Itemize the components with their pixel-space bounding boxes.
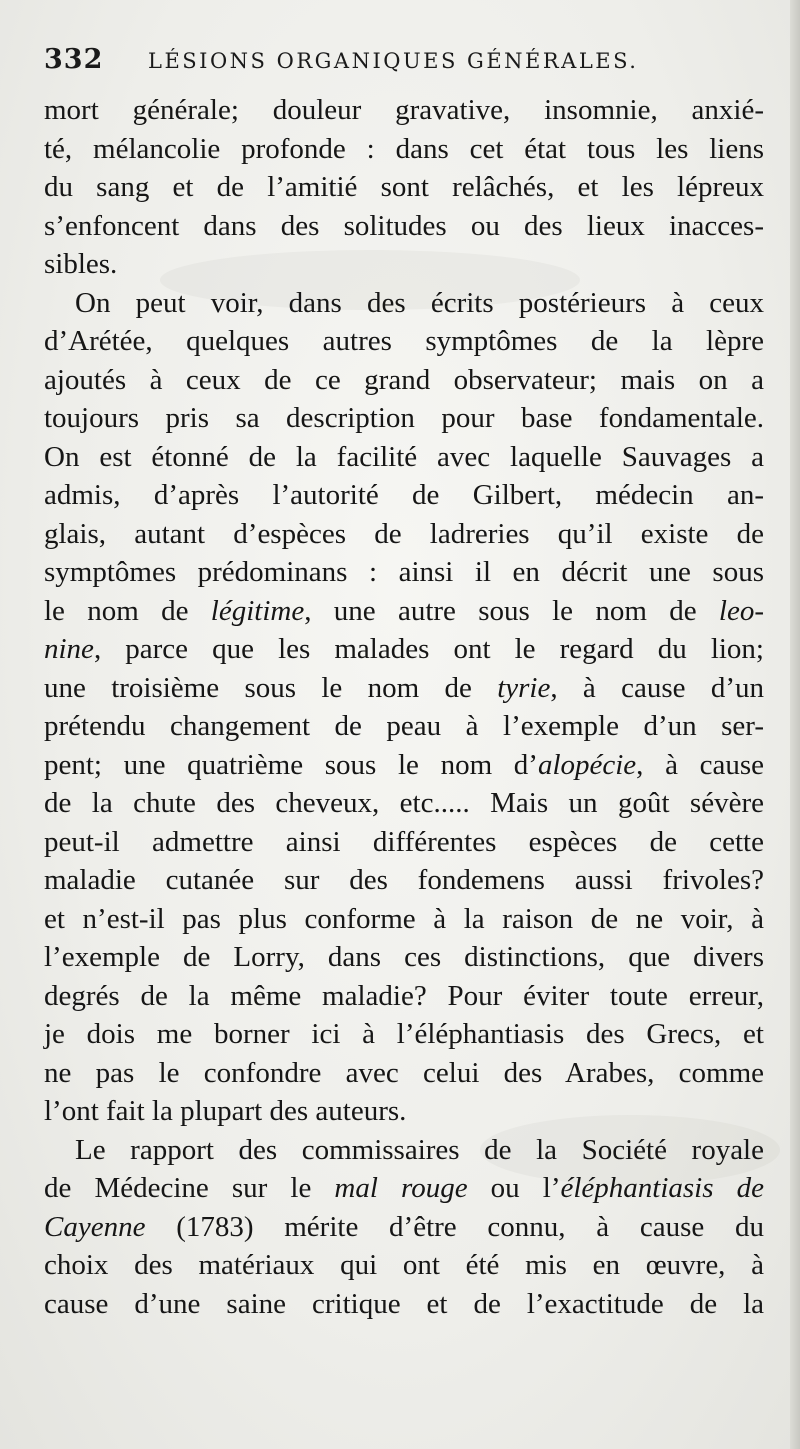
text-line: glais, autant d’espèces de ladreries qu’il existe de [44, 517, 764, 550]
text-line: une troisième sous le nom de tyrie, à cause d’un [44, 671, 765, 704]
page-number: 332 [44, 44, 104, 75]
page-header [44, 44, 764, 84]
text-line: cause d’une saine critique et de l’exactitude de la [44, 1287, 764, 1320]
text-line: l’ont fait la plupart des auteurs. [44, 1095, 407, 1127]
text-line: maladie cutanée sur des fondemens aussi frivoles? [44, 864, 764, 896]
text-line: peut-il admettre ainsi différentes espèces de cette [44, 825, 764, 858]
text-line: et n’est-il pas plus conforme à la raison de ne voir, à [44, 902, 764, 935]
text-line: toujours pris sa description pour base fondamentale. [44, 402, 764, 434]
text-line: de la chute des cheveux, etc..... Mais un goût sévère [44, 787, 764, 819]
text-line: degrés de la même maladie? Pour éviter toute erreur, [44, 979, 764, 1012]
text-line: Cayenne (1783) mérite d’être connu, à cause du [44, 1210, 764, 1243]
text-line: de Médecine sur le mal rouge ou l’éléphantiasis de [44, 1172, 764, 1204]
text-line: ajoutés à ceux de ce grand observateur; mais on a [44, 363, 764, 396]
text-line: l’exemple de Lorry, dans ces distinctions, que divers [44, 941, 764, 973]
text-line: ne pas le confondre avec celui des Arabes, comme [44, 1056, 764, 1089]
text-line: choix des matériaux qui ont été mis en œuvre, à [44, 1249, 764, 1281]
text-line: mort générale; douleur gravative, insomnie, anxié- [44, 94, 764, 126]
text-line: s’enfoncent dans des solitudes ou des lieux inacces- [44, 209, 764, 242]
text-line: je dois me borner ici à l’éléphantiasis des Grecs, et [44, 1018, 764, 1050]
text-line: symptômes prédominans : ainsi il en décrit une sous [44, 556, 764, 588]
text-line: admis, d’après l’autorité de Gilbert, médecin an- [44, 479, 764, 511]
running-head: LÉSIONS ORGANIQUES GÉNÉRALES. [148, 49, 639, 73]
paragraph-start-line: Le rapport des commissaires de la Société royale [75, 1133, 764, 1166]
text-line: On est étonné de la facilité avec laquelle Sauvages a [44, 440, 764, 473]
page-edge [790, 0, 800, 1449]
text-line: prétendu changement de peau à l’exemple d’un ser- [44, 710, 764, 742]
text-line: d’Arétée, quelques autres symptômes de la lèpre [44, 325, 764, 357]
text-line: nine, parce que les malades ont le regard du lion; [44, 633, 764, 665]
paragraph-start-line: On peut voir, dans des écrits postérieurs à ceux [75, 286, 764, 319]
text-line: pent; une quatrième sous le nom d’alopécie, à cause [44, 748, 764, 781]
body-text [44, 91, 764, 1323]
text-line: le nom de légitime, une autre sous le nom de leo- [44, 594, 764, 627]
text-line: du sang et de l’amitié sont relâchés, et les lépreux [44, 171, 764, 203]
text-line: té, mélancolie profonde : dans cet état tous les liens [44, 132, 764, 165]
text-line: sibles. [44, 248, 118, 280]
